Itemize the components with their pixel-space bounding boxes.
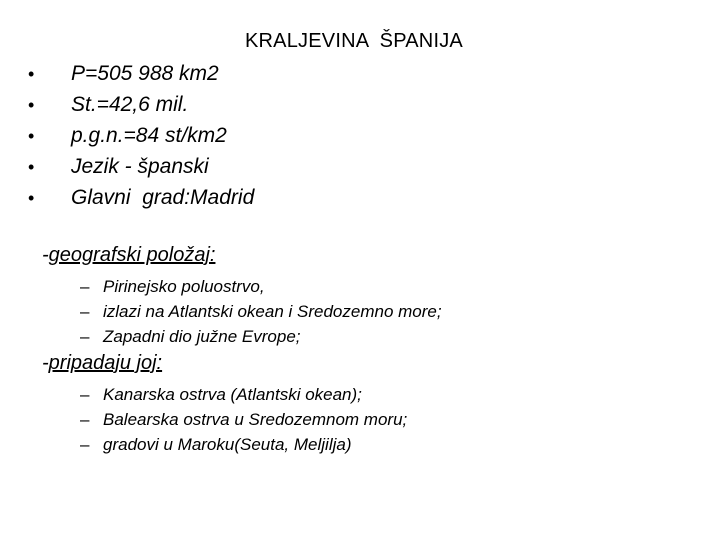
list-item-text: Balearska ostrva u Sredozemnom moru;	[103, 410, 408, 429]
list-item	[80, 274, 442, 299]
fact-item-area	[28, 58, 254, 89]
dash-icon: –	[80, 327, 90, 346]
list-item-text: Zapadni dio južne Evrope;	[103, 327, 301, 346]
fact-item-population	[28, 89, 254, 120]
facts-list	[28, 58, 254, 213]
bullet-icon: •	[28, 188, 35, 208]
list-item	[80, 382, 407, 407]
section-heading-territories	[42, 352, 162, 375]
section-heading-geography	[42, 244, 215, 267]
fact-text: p.g.n.=84 st/km2	[71, 124, 227, 147]
heading-text: pripadaju joj:	[48, 352, 163, 374]
bullet-icon: •	[28, 157, 35, 177]
list-item-text: Kanarska ostrva (Atlantski okean);	[103, 385, 362, 404]
dash-icon: –	[80, 277, 90, 296]
bullet-icon: •	[28, 64, 35, 84]
dash-icon: –	[80, 302, 90, 321]
fact-item-language	[28, 151, 254, 182]
list-item-text: Pirinejsko poluostrvo,	[103, 277, 265, 296]
list-item	[80, 299, 442, 324]
geography-list	[80, 274, 442, 349]
fact-text: Jezik - španski	[71, 155, 209, 178]
fact-text: Glavni grad:Madrid	[71, 186, 255, 209]
heading-dash: -	[42, 244, 49, 266]
bullet-icon: •	[28, 126, 35, 146]
list-item	[80, 432, 407, 457]
dash-icon: –	[80, 385, 90, 404]
heading-text: geografski položaj:	[48, 244, 216, 266]
list-item	[80, 324, 442, 349]
territories-list	[80, 382, 407, 457]
fact-item-capital	[28, 182, 254, 213]
fact-item-density	[28, 120, 254, 151]
list-item-text: gradovi u Maroku(Seuta, Meljilja)	[103, 435, 352, 454]
list-item-text: izlazi na Atlantski okean i Sredozemno more;	[103, 302, 442, 321]
fact-text: St.=42,6 mil.	[71, 93, 189, 116]
heading-dash: -	[42, 352, 49, 374]
dash-icon: –	[80, 435, 90, 454]
list-item	[80, 407, 407, 432]
bullet-icon: •	[28, 95, 35, 115]
slide-title: KRALJEVINA ŠPANIJA	[245, 30, 463, 52]
dash-icon: –	[80, 410, 90, 429]
fact-text: P=505 988 km2	[71, 62, 219, 85]
